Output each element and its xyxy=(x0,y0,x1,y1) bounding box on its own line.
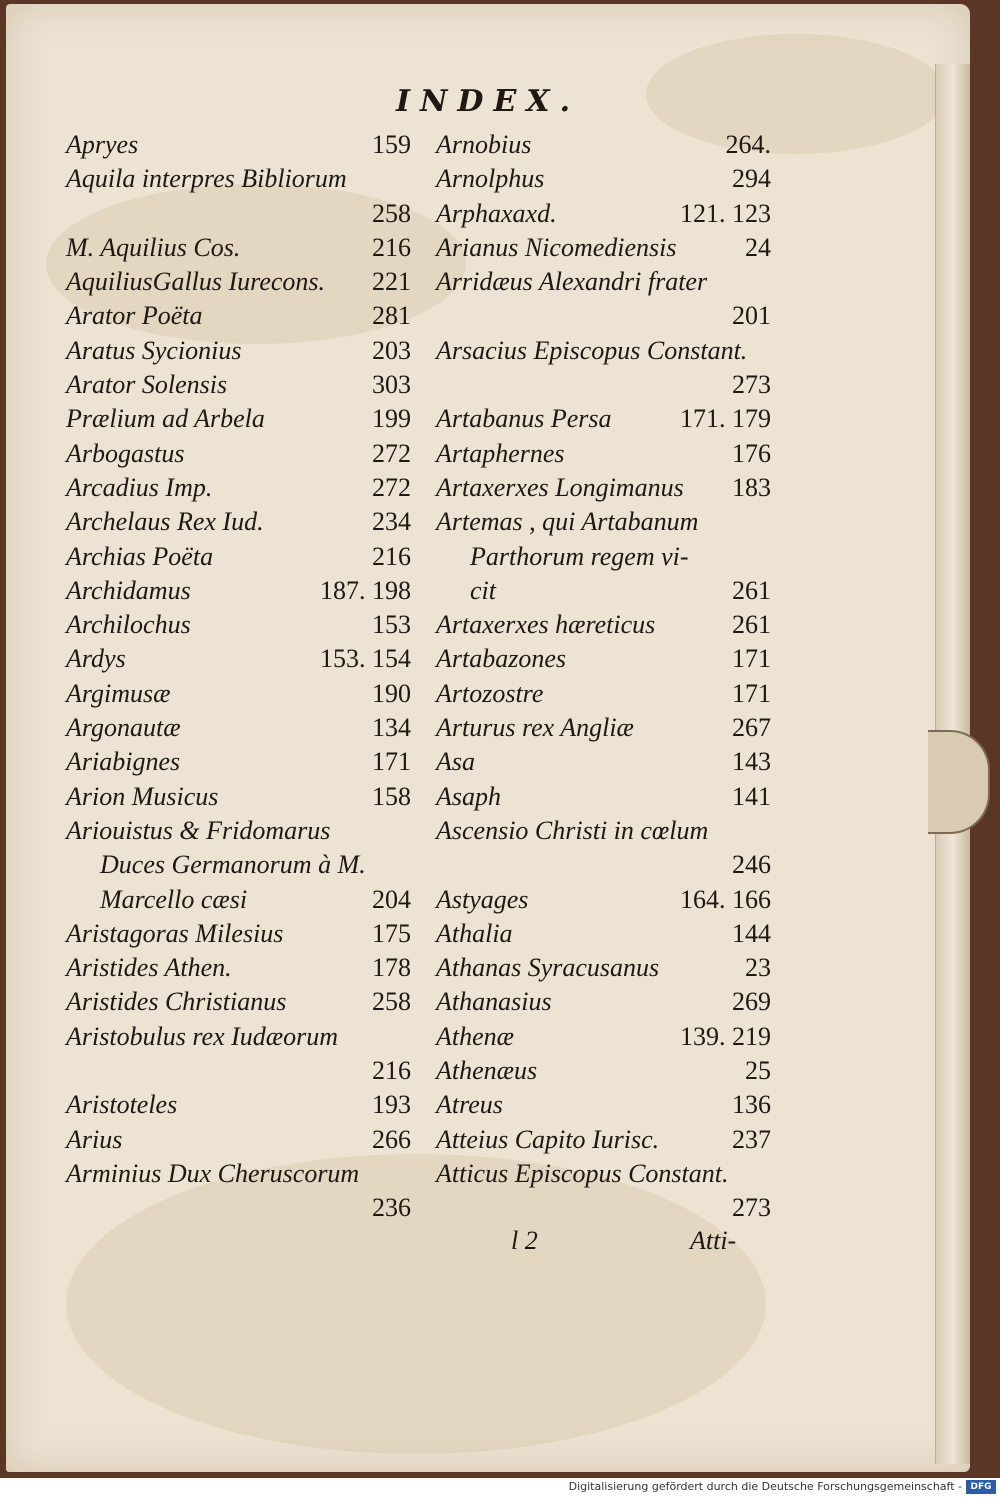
entry-name: Artozostre xyxy=(436,678,544,708)
entry-page-number: 261 xyxy=(732,575,771,605)
clasp-tab xyxy=(928,730,990,834)
entry-name: Arnobius xyxy=(436,130,532,159)
entry-page-number: 139. 219 xyxy=(680,1021,771,1051)
index-entry xyxy=(436,985,771,1019)
credit-text: Digitalisierung gefördert durch die Deutsche Forschungsgemeinschaft - xyxy=(568,1480,962,1493)
entry-page-number: 272 xyxy=(372,438,411,468)
entry-page-number: 144 xyxy=(732,918,771,948)
entry-name: Athanasius xyxy=(436,987,552,1017)
page-heading: INDEX. xyxy=(395,84,581,119)
entry-name: Arridæus Alexandri frater xyxy=(436,267,708,297)
index-entry xyxy=(66,1123,411,1157)
entry-name: Arius xyxy=(66,1124,123,1154)
index-entry xyxy=(66,231,411,265)
index-entry xyxy=(66,848,411,882)
entry-page-number: 171 xyxy=(732,678,771,708)
entry-name: Arion Musicus xyxy=(66,781,219,811)
entry-page-number: 204 xyxy=(372,884,411,914)
index-entry xyxy=(66,334,411,368)
index-entry xyxy=(436,574,771,608)
entry-page-number: 216 xyxy=(372,1056,411,1086)
entry-name: Athalia xyxy=(436,918,513,948)
entry-page-number: 246 xyxy=(732,850,771,880)
index-entry xyxy=(66,128,411,162)
entry-page-number: 190 xyxy=(372,678,411,708)
entry-name: Aquila interpres Bibliorum xyxy=(66,164,347,194)
entry-page-number: 143 xyxy=(732,747,771,777)
index-entry xyxy=(436,368,771,402)
entry-page-number: 193 xyxy=(372,1090,411,1120)
entry-name: Asaph xyxy=(436,781,501,811)
entry-page-number: 303 xyxy=(372,370,411,400)
index-entry xyxy=(66,299,411,333)
index-entry xyxy=(66,711,411,745)
index-entry xyxy=(436,1088,771,1122)
entry-page-number: 221 xyxy=(372,267,411,297)
index-entry xyxy=(436,608,771,642)
index-column-left xyxy=(66,128,411,1226)
signature-mark: l 2 xyxy=(511,1226,538,1255)
entry-page-number: 171 xyxy=(732,644,771,674)
entry-page-number: 273 xyxy=(732,1193,771,1223)
entry-page-number: 187. 198 xyxy=(320,575,411,605)
entry-name: Archidamus xyxy=(66,575,191,605)
book-page xyxy=(6,4,970,1472)
entry-page-number: 136 xyxy=(732,1090,771,1120)
index-entry xyxy=(66,540,411,574)
entry-name: Athenæ xyxy=(436,1021,514,1051)
index-entry xyxy=(66,437,411,471)
entry-name: Artaxerxes hæreticus xyxy=(436,610,656,640)
index-entry xyxy=(66,780,411,814)
entry-page-number: 24 xyxy=(745,232,771,262)
index-entry xyxy=(436,1054,771,1088)
entry-page-number: 159 xyxy=(372,130,411,159)
entry-name: Atticus Episcopus Constant. xyxy=(436,1158,729,1188)
entry-name: Apryes xyxy=(66,130,139,159)
index-entry xyxy=(436,197,771,231)
index-entry xyxy=(436,402,771,436)
entry-name: Prælium ad Arbela xyxy=(66,404,265,434)
entry-page-number: 25 xyxy=(745,1056,771,1086)
entry-name: Aristides Athen. xyxy=(66,953,232,983)
index-entry xyxy=(66,814,411,848)
entry-page-number: 164. 166 xyxy=(680,884,771,914)
entry-name: Arcadius Imp. xyxy=(66,472,213,502)
entry-name: Astyages xyxy=(436,884,529,914)
catchword: Atti- xyxy=(690,1226,737,1255)
entry-page-number: 267 xyxy=(732,713,771,743)
entry-page-number: 171. 179 xyxy=(680,404,771,434)
index-entry xyxy=(436,162,771,196)
index-entry xyxy=(66,745,411,779)
entry-page-number: 269 xyxy=(732,987,771,1017)
entry-page-number: 261 xyxy=(732,610,771,640)
credit-bar xyxy=(0,1478,1000,1497)
entry-name: Ardys xyxy=(66,644,126,674)
entry-name: Arnolphus xyxy=(436,164,545,194)
entry-page-number: 23 xyxy=(745,953,771,983)
index-entry xyxy=(436,1157,771,1191)
index-entry xyxy=(436,1191,771,1225)
index-entry xyxy=(66,1157,411,1191)
index-entry xyxy=(66,985,411,1019)
entry-page-number: 281 xyxy=(372,301,411,331)
index-entry xyxy=(436,299,771,333)
entry-page-number: 134 xyxy=(372,713,411,743)
entry-name: Archelaus Rex Iud. xyxy=(66,507,264,537)
entry-name: Argonautæ xyxy=(66,713,181,743)
entry-name: Archilochus xyxy=(66,610,191,640)
index-entry xyxy=(66,265,411,299)
entry-name: Arator Solensis xyxy=(66,370,228,400)
entry-name: Parthorum regem vi- xyxy=(470,541,689,571)
index-entry xyxy=(66,162,411,196)
entry-name: Ascensio Christi in cœlum xyxy=(436,815,709,845)
entry-name: Asa xyxy=(436,747,475,777)
entry-page-number: 234 xyxy=(372,507,411,537)
index-entry xyxy=(66,917,411,951)
entry-name: Argimusæ xyxy=(66,678,171,708)
entry-page-number: 294 xyxy=(732,164,771,194)
index-entry xyxy=(436,231,771,265)
entry-name: Arphaxaxd. xyxy=(436,198,557,228)
entry-name: Marcello cæsi xyxy=(100,884,248,914)
entry-name: Arator Poëta xyxy=(66,301,203,331)
index-entry xyxy=(66,951,411,985)
entry-page-number: 178 xyxy=(372,953,411,983)
entry-name: Atreus xyxy=(436,1090,503,1120)
index-entry xyxy=(436,711,771,745)
entry-page-number: 237 xyxy=(732,1124,771,1154)
entry-name: Artaxerxes Longimanus xyxy=(436,472,684,502)
entry-name: cit xyxy=(470,575,496,605)
entry-page-number: 199 xyxy=(372,404,411,434)
entry-name: Aristagoras Milesius xyxy=(66,918,284,948)
page-footer xyxy=(6,1226,970,1266)
entry-name: Arminius Dux Cheruscorum xyxy=(66,1158,360,1188)
entry-page-number: 153 xyxy=(372,610,411,640)
entry-name: Aristides Christianus xyxy=(66,987,287,1017)
index-entry xyxy=(436,1020,771,1054)
index-entry xyxy=(436,883,771,917)
entry-name: Aristoteles xyxy=(66,1090,178,1120)
entry-name: Duces Germanorum à M. xyxy=(100,850,366,880)
entry-name: Artemas , qui Artabanum xyxy=(436,507,699,537)
index-entry xyxy=(66,505,411,539)
index-entry xyxy=(436,917,771,951)
entry-page-number: 183 xyxy=(732,472,771,502)
entry-name: Artabazones xyxy=(436,644,566,674)
entry-page-number: 176 xyxy=(732,438,771,468)
entry-page-number: 258 xyxy=(372,198,411,228)
index-entry xyxy=(436,471,771,505)
entry-name: Ariabignes xyxy=(66,747,181,777)
index-entry xyxy=(66,1088,411,1122)
entry-page-number: 121. 123 xyxy=(680,198,771,228)
index-entry xyxy=(66,1191,411,1225)
index-entry xyxy=(66,642,411,676)
index-entry xyxy=(436,265,771,299)
index-column-right xyxy=(436,128,771,1226)
index-entry xyxy=(66,368,411,402)
entry-page-number: 171 xyxy=(372,747,411,777)
index-entry xyxy=(66,197,411,231)
entry-name: Arbogastus xyxy=(66,438,185,468)
index-entry xyxy=(436,642,771,676)
index-entry xyxy=(436,1123,771,1157)
entry-page-number: 203 xyxy=(372,335,411,365)
entry-name: Athenæus xyxy=(436,1056,538,1086)
entry-page-number: 158 xyxy=(372,781,411,811)
entry-name: Arianus Nicomediensis xyxy=(436,232,677,262)
entry-name: Aratus Sycionius xyxy=(66,335,242,365)
entry-name: Artabanus Persa xyxy=(436,404,612,434)
entry-name: Aristobulus rex Iudæorum xyxy=(66,1021,339,1051)
entry-page-number: 258 xyxy=(372,987,411,1017)
entry-page-number: 272 xyxy=(372,472,411,502)
entry-name: Arturus rex Angliæ xyxy=(436,713,634,743)
entry-name: Arsacius Episcopus Constant. xyxy=(436,335,748,365)
entry-name: Atteius Capito Iurisc. xyxy=(436,1124,660,1154)
index-entry xyxy=(66,883,411,917)
entry-name: Athanas Syracusanus xyxy=(436,953,660,983)
index-entry xyxy=(436,780,771,814)
entry-page-number: 201 xyxy=(732,301,771,331)
entry-page-number: 216 xyxy=(372,232,411,262)
entry-page-number: 264. xyxy=(725,130,771,159)
entry-page-number: 141 xyxy=(732,781,771,811)
entry-name: Artaphernes xyxy=(436,438,565,468)
index-entry xyxy=(66,574,411,608)
index-entry xyxy=(436,951,771,985)
index-entry xyxy=(66,677,411,711)
index-entry xyxy=(436,540,771,574)
index-entry xyxy=(436,677,771,711)
index-entry xyxy=(66,471,411,505)
entry-page-number: 216 xyxy=(372,541,411,571)
index-entry xyxy=(436,128,771,162)
index-entry xyxy=(436,334,771,368)
entry-page-number: 236 xyxy=(372,1193,411,1223)
entry-page-number: 273 xyxy=(732,370,771,400)
dfg-logo: DFG xyxy=(966,1480,996,1494)
index-entry xyxy=(436,745,771,779)
index-entry xyxy=(66,1054,411,1088)
entry-page-number: 266 xyxy=(372,1124,411,1154)
index-entry xyxy=(436,848,771,882)
index-entry xyxy=(436,505,771,539)
index-entry xyxy=(436,814,771,848)
index-entry xyxy=(66,402,411,436)
entry-name: AquiliusGallus Iurecons. xyxy=(66,267,326,297)
index-entry xyxy=(436,437,771,471)
index-entry xyxy=(66,1020,411,1054)
entry-name: Ariouistus & Fridomarus xyxy=(66,815,331,845)
entry-page-number: 153. 154 xyxy=(320,644,411,674)
entry-name: M. Aquilius Cos. xyxy=(66,232,241,262)
entry-page-number: 175 xyxy=(372,918,411,948)
entry-name: Archias Poëta xyxy=(66,541,214,571)
index-entry xyxy=(66,608,411,642)
